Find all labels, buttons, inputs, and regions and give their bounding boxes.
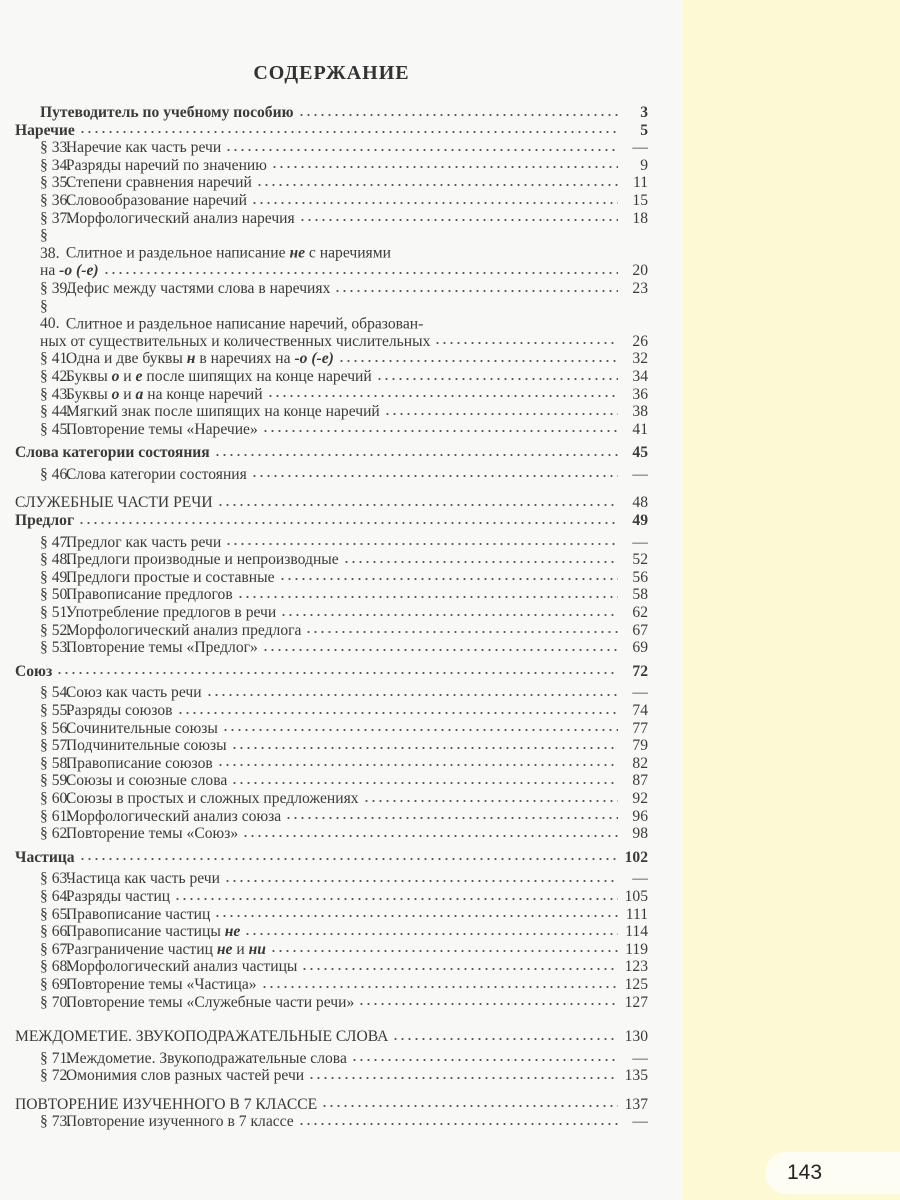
toc-section-number: § 39.	[40, 279, 72, 297]
toc-entry-section[interactable]	[15, 1113, 648, 1131]
toc-section-number: § 69.	[40, 975, 72, 993]
toc-entry-text: с наречиями	[305, 244, 391, 262]
toc-entry-page: —	[632, 1113, 648, 1131]
toc-entry-text: Буквы	[65, 385, 112, 403]
toc-entry-part[interactable]	[15, 512, 648, 530]
toc-entry-text: Морфологический анализ частицы	[65, 958, 298, 976]
toc-section-number: § 37.	[40, 209, 72, 227]
toc-section-number: § 48.	[40, 551, 72, 569]
toc-leader-dots	[237, 593, 618, 601]
toc-leader-dots	[271, 163, 618, 171]
toc-section-number: § 36.	[40, 191, 72, 209]
toc-entry-section[interactable]	[15, 755, 648, 773]
toc-leader-dots	[298, 111, 618, 119]
toc-entry-emphasis: е	[135, 367, 143, 385]
toc-section-number: § 63.	[40, 870, 72, 888]
toc-leader-dots	[305, 628, 618, 636]
toc-leader-dots	[231, 779, 618, 787]
toc-entry-page: 36	[632, 385, 648, 403]
toc-entry-page: 5	[640, 121, 648, 139]
toc-entry-section[interactable]	[15, 702, 648, 720]
toc-entry-text: Морфологический анализ наречия	[65, 209, 295, 227]
toc-entry-emphasis: -о (-е)	[294, 350, 334, 368]
toc-entry-text: ПОВТОРЕНИЕ ИЗУЧЕННОГО В 7 КЛАССЕ	[15, 1095, 318, 1113]
toc-leader-dots	[206, 691, 618, 699]
toc-entry-text: Частица как часть речи	[65, 870, 220, 888]
toc-entry-page: 41	[632, 420, 648, 438]
toc-entry-section[interactable]	[15, 772, 648, 790]
toc-section-number: § 59.	[40, 772, 72, 790]
toc-entry-page: 38	[632, 403, 648, 421]
toc-entry-section[interactable]	[15, 808, 648, 826]
toc-section-number: § 45.	[40, 420, 72, 438]
toc-section-number: § 62.	[40, 825, 72, 843]
toc-entry-section[interactable]	[15, 941, 648, 959]
toc-entry-text: Наречие	[15, 121, 75, 139]
toc-entry-section[interactable]	[15, 157, 648, 175]
toc-entry-guide[interactable]	[15, 104, 648, 122]
toc-leader-dots	[301, 965, 618, 973]
toc-entry-page: 32	[632, 350, 648, 368]
toc-entry-page: 62	[632, 604, 648, 622]
toc-entry-emphasis: ни	[248, 940, 266, 958]
toc-entry-page: —	[632, 870, 648, 888]
toc-entry-text: Наречие как часть речи	[65, 139, 222, 157]
toc-entry-emphasis: а	[135, 385, 144, 403]
toc-entry-page: 130	[624, 1028, 648, 1046]
toc-section-number: § 70.	[40, 993, 72, 1011]
toc-leader-dots	[262, 646, 618, 654]
toc-entry-page: 92	[632, 789, 648, 807]
toc-leader-dots	[363, 797, 618, 805]
toc-entry-section[interactable]	[15, 298, 648, 333]
toc-entry-section[interactable]	[15, 923, 648, 941]
toc-entry-text: Повторение темы «Предлог»	[65, 639, 258, 657]
toc-entry-text: Подчинительные союзы	[65, 737, 227, 755]
toc-entry-text: СЛУЖЕБНЫЕ ЧАСТИ РЕЧИ	[15, 494, 213, 512]
toc-entry-emphasis: н	[186, 350, 196, 368]
toc-section-number: § 50.	[40, 586, 72, 604]
toc-entry-page: 105	[624, 887, 648, 905]
toc-entry-text: Употребление предлогов в речи	[65, 604, 277, 622]
toc-entry-emphasis: -о (-е)	[59, 262, 99, 280]
toc-entry-text: в наречиях на	[195, 350, 295, 368]
toc-entry-section[interactable]	[15, 958, 648, 976]
toc-entry-section[interactable]	[15, 622, 648, 640]
toc-section-number: § 56.	[40, 719, 72, 737]
toc-section-number: § 68.	[40, 958, 72, 976]
toc-entry-chapter[interactable]	[15, 494, 648, 512]
toc-entry-part[interactable]	[15, 849, 648, 867]
toc-leader-dots	[338, 357, 618, 365]
toc-leader-dots	[384, 410, 618, 418]
toc-entry-section[interactable]	[15, 421, 648, 439]
toc-entry-section[interactable]	[15, 403, 648, 421]
toc-leader-dots	[174, 895, 618, 903]
toc-section-number: § 71.	[40, 1049, 72, 1067]
toc-section-number: § 73.	[40, 1113, 72, 1131]
toc-entry-text: Дефис между частями слова в наречиях	[65, 279, 331, 297]
page-number-tab: 143	[765, 1152, 900, 1194]
toc-entry-page: 56	[632, 568, 648, 586]
toc-entry-page: —	[632, 465, 648, 483]
toc-entry-section[interactable]	[15, 551, 648, 569]
toc-entry-text: Союз как часть речи	[65, 684, 202, 702]
toc-leader-dots	[334, 287, 618, 295]
toc-entry-section[interactable]	[15, 350, 648, 368]
toc-entry-section[interactable]	[15, 790, 648, 808]
toc-entry-page: —	[632, 139, 648, 157]
toc-entry-page: —	[632, 684, 648, 702]
toc-entry-section[interactable]	[15, 210, 648, 228]
toc-entry-page: 87	[632, 772, 648, 790]
toc-entry-chapter[interactable]	[15, 1028, 648, 1046]
toc-entry-page: 34	[632, 367, 648, 385]
toc-section-number: § 57.	[40, 737, 72, 755]
toc-leader-dots	[267, 392, 618, 400]
toc-section-number: § 53.	[40, 639, 72, 657]
toc-section-number: § 55.	[40, 702, 72, 719]
toc-entry-section[interactable]	[15, 976, 648, 994]
toc-leader-dots	[262, 427, 618, 435]
toc-entry-section[interactable]	[15, 720, 648, 738]
toc-section-number: § 72.	[40, 1067, 72, 1085]
toc-entry-text: ных от существительных и количественных числительных	[40, 332, 431, 350]
toc-section-number: § 40.	[40, 297, 60, 333]
toc-entry-page: 49	[632, 512, 648, 530]
toc-entry-page: 82	[632, 754, 648, 772]
toc-entry-page: 26	[632, 332, 648, 350]
toc-entry-text: Союзы и союзные слова	[65, 772, 228, 790]
table-of-contents	[15, 104, 648, 1131]
toc-entry-text: Мягкий знак после шипящих на конце наречий	[65, 403, 380, 421]
toc-entry-page: 72	[632, 662, 648, 680]
toc-leader-dots	[225, 540, 618, 548]
toc-leader-dots	[217, 761, 618, 769]
toc-section-number: § 66.	[40, 923, 72, 941]
toc-leader-dots	[251, 472, 618, 480]
toc-entry-page: 125	[624, 975, 648, 993]
toc-entry-text: Морфологический анализ союза	[65, 807, 282, 825]
toc-section-number: § 54.	[40, 684, 72, 702]
toc-entry-page: 58	[632, 586, 648, 604]
toc-entry-page: 77	[632, 719, 648, 737]
toc-entry-page: 23	[632, 279, 648, 297]
toc-leader-dots	[251, 199, 618, 207]
toc-section-number: § 51.	[40, 604, 72, 622]
toc-leader-dots	[222, 726, 618, 734]
toc-entry-text: Предлоги производные и непроизводные	[65, 551, 339, 569]
toc-section-number: § 41.	[40, 350, 72, 368]
toc-entry-chapter[interactable]	[15, 1096, 648, 1114]
toc-entry-emphasis: не	[216, 940, 233, 958]
toc-section-number: § 35.	[40, 174, 72, 192]
toc-section-number: § 60.	[40, 789, 72, 807]
toc-entry-text: Разряды союзов	[65, 702, 173, 719]
toc-entry-page: 111	[625, 905, 648, 923]
toc-leader-dots	[256, 181, 618, 189]
toc-entry-section[interactable]	[15, 368, 648, 386]
toc-leader-dots	[434, 339, 618, 347]
toc-entry-section[interactable]	[15, 534, 648, 552]
toc-leader-dots	[56, 669, 618, 677]
toc-leader-dots	[279, 575, 619, 583]
toc-entry-text: Повторение темы «Служебные части речи»	[65, 993, 355, 1011]
toc-entry-part[interactable]	[15, 122, 648, 140]
toc-entry-page: 135	[624, 1067, 648, 1085]
toc-leader-dots	[299, 216, 618, 224]
toc-leader-dots	[308, 1074, 618, 1082]
toc-entry-page: 45	[632, 444, 648, 462]
toc-entry-section[interactable]	[15, 280, 648, 298]
toc-entry-text: Правописание частиц	[65, 905, 211, 923]
toc-leader-dots	[225, 146, 618, 154]
toc-entry-text: Омонимия слов разных частей речи	[65, 1067, 305, 1085]
toc-leader-dots	[244, 930, 618, 938]
toc-entry-text: Разграничение частиц	[65, 940, 217, 958]
toc-leader-dots	[298, 1120, 618, 1128]
toc-entry-page: 96	[632, 807, 648, 825]
toc-entry-text: Повторение темы «Союз»	[65, 825, 239, 843]
toc-leader-dots	[392, 1035, 618, 1043]
toc-entry-text: Предлог	[15, 512, 75, 530]
toc-entry-text: и	[232, 940, 249, 958]
toc-entry-text: Предлоги простые и составные	[65, 568, 275, 586]
toc-section-number: § 58.	[40, 754, 72, 772]
toc-entry-page: 114	[625, 923, 648, 941]
toc-section-number: § 43.	[40, 385, 72, 403]
toc-leader-dots	[376, 375, 618, 383]
toc-entry-text: и	[119, 367, 136, 385]
toc-entry-page: 102	[624, 848, 648, 866]
toc-entry-continuation[interactable]	[15, 333, 648, 351]
toc-entry-section[interactable]	[15, 586, 648, 604]
toc-entry-text: Союзы в простых и сложных предложениях	[65, 789, 359, 807]
toc-leader-dots	[103, 269, 618, 277]
toc-entry-text: Междометие. Звукоподражательные слова	[65, 1049, 347, 1067]
toc-entry-section[interactable]	[15, 684, 648, 702]
toc-leader-dots	[177, 709, 618, 717]
toc-leader-dots	[343, 558, 618, 566]
toc-entry-section[interactable]	[15, 174, 648, 192]
toc-entry-section[interactable]	[15, 639, 648, 657]
toc-entry-page: 3	[640, 104, 648, 121]
toc-entry-section[interactable]	[15, 1050, 648, 1068]
toc-entry-section[interactable]	[15, 386, 648, 404]
toc-entry-page: 20	[632, 262, 648, 280]
toc-entry-page: 15	[632, 191, 648, 209]
page-title: СОДЕРЖАНИЕ	[253, 62, 410, 84]
toc-entry-section[interactable]	[15, 192, 648, 210]
toc-entry-text: Правописание союзов	[65, 754, 213, 772]
toc-entry-text: Путеводитель по учебному пособию	[40, 104, 294, 121]
toc-leader-dots	[79, 855, 618, 863]
toc-leader-dots	[214, 912, 618, 920]
toc-entry-section[interactable]	[15, 569, 648, 587]
toc-entry-section[interactable]	[15, 1067, 648, 1085]
toc-entry-section[interactable]	[15, 227, 648, 262]
toc-entry-page: 74	[632, 702, 648, 719]
toc-section-number: § 64.	[40, 887, 72, 905]
toc-leader-dots	[224, 877, 618, 885]
toc-section-number: § 38.	[40, 227, 60, 262]
toc-entry-text: Союз	[15, 662, 53, 680]
toc-entry-section[interactable]	[15, 604, 648, 622]
toc-entry-text: Повторение изученного в 7 классе	[65, 1113, 294, 1131]
toc-entry-text: Предлог как часть речи	[65, 533, 222, 551]
toc-leader-dots	[242, 832, 618, 840]
toc-entry-section[interactable]	[15, 139, 648, 157]
toc-section-number: § 65.	[40, 905, 72, 923]
toc-entry-section[interactable]	[15, 870, 648, 888]
toc-section-number: § 61.	[40, 807, 72, 825]
toc-entry-page: —	[632, 1049, 648, 1067]
toc-leader-dots	[351, 1056, 618, 1064]
toc-section-number: § 47.	[40, 533, 72, 551]
toc-section-number: § 34.	[40, 156, 72, 174]
toc-entry-text: Морфологический анализ предлога	[65, 621, 302, 639]
toc-section-number: § 44.	[40, 403, 72, 421]
toc-entry-emphasis: не	[224, 923, 241, 941]
toc-entry-text: Повторение темы «Наречие»	[65, 420, 258, 438]
toc-entry-text: на	[40, 262, 60, 280]
toc-entry-page: —	[632, 533, 648, 551]
toc-entry-section[interactable]	[15, 737, 648, 755]
toc-leader-dots	[261, 983, 618, 991]
toc-section-number: § 67.	[40, 940, 72, 958]
toc-section-number: § 46.	[40, 465, 72, 483]
toc-entry-section[interactable]	[15, 825, 648, 843]
toc-entry-text: Повторение темы «Частица»	[65, 975, 257, 993]
toc-entry-text: Словообразование наречий	[65, 191, 247, 209]
toc-entry-text: Слитное и раздельное написание	[65, 244, 290, 262]
toc-leader-dots	[280, 611, 618, 619]
toc-entry-text: МЕЖДОМЕТИЕ. ЗВУКОПОДРАЖАТЕЛЬНЫЕ СЛОВА	[15, 1028, 389, 1046]
toc-entry-section[interactable]	[15, 466, 648, 484]
toc-entry-page: 52	[632, 551, 648, 569]
toc-entry-text: Одна и две буквы	[65, 350, 187, 368]
toc-entry-page: 127	[624, 993, 648, 1011]
toc-entry-text: Разряды частиц	[65, 887, 171, 905]
toc-leader-dots	[79, 128, 618, 136]
toc-entry-text: и	[119, 385, 136, 403]
toc-entry-page: 18	[632, 209, 648, 227]
toc-entry-page: 123	[624, 958, 648, 976]
toc-entry-page: 98	[632, 825, 648, 843]
toc-entry-section[interactable]	[15, 888, 648, 906]
page-margin-strip	[682, 0, 900, 1200]
toc-entry-section[interactable]	[15, 994, 648, 1012]
toc-entry-emphasis: о	[111, 385, 120, 403]
toc-entry-text: Разряды наречий по значению	[65, 156, 267, 174]
toc-entry-text: после шипящих на конце наречий	[142, 367, 372, 385]
toc-entry-page: 11	[632, 174, 648, 192]
toc-entry-text: Буквы	[65, 367, 112, 385]
toc-entry-part[interactable]	[15, 663, 648, 681]
toc-entry-text: Слитное и раздельное написание наречий, образован-	[65, 315, 424, 333]
toc-entry-text: Правописание частицы	[65, 923, 225, 941]
toc-entry-page: 119	[625, 940, 648, 958]
toc-entry-emphasis: о	[111, 367, 120, 385]
toc-leader-dots	[231, 744, 618, 752]
toc-entry-text: Степени сравнения наречий	[65, 174, 252, 192]
toc-leader-dots	[270, 947, 618, 955]
toc-section-number: § 33.	[40, 139, 72, 157]
toc-leader-dots	[78, 519, 618, 527]
toc-leader-dots	[285, 814, 618, 822]
toc-section-number: § 49.	[40, 568, 72, 586]
toc-entry-emphasis: не	[289, 244, 306, 262]
toc-entry-text: на конце наречий	[143, 385, 263, 403]
toc-entry-page: 48	[632, 494, 648, 512]
toc-entry-section[interactable]	[15, 906, 648, 924]
toc-entry-text: Сочинительные союзы	[65, 719, 218, 737]
toc-entry-continuation[interactable]	[15, 262, 648, 280]
toc-leader-dots	[321, 1102, 618, 1110]
toc-entry-text: Слова категории состояния	[15, 444, 210, 462]
toc-section-number: § 52.	[40, 621, 72, 639]
toc-leader-dots	[214, 451, 618, 459]
toc-entry-page: 69	[632, 639, 648, 657]
toc-entry-page: 79	[632, 737, 648, 755]
toc-leader-dots	[217, 501, 618, 509]
toc-entry-page: 137	[624, 1095, 648, 1113]
toc-section-number: § 42.	[40, 367, 72, 385]
toc-entry-text: Правописание предлогов	[65, 586, 233, 604]
toc-entry-page: 9	[640, 156, 648, 174]
toc-entry-text: Слова категории состояния	[65, 465, 247, 483]
toc-entry-page: 67	[632, 621, 648, 639]
toc-leader-dots	[358, 1000, 618, 1008]
toc-entry-text: Частица	[15, 848, 75, 866]
toc-entry-part[interactable]	[15, 444, 648, 462]
